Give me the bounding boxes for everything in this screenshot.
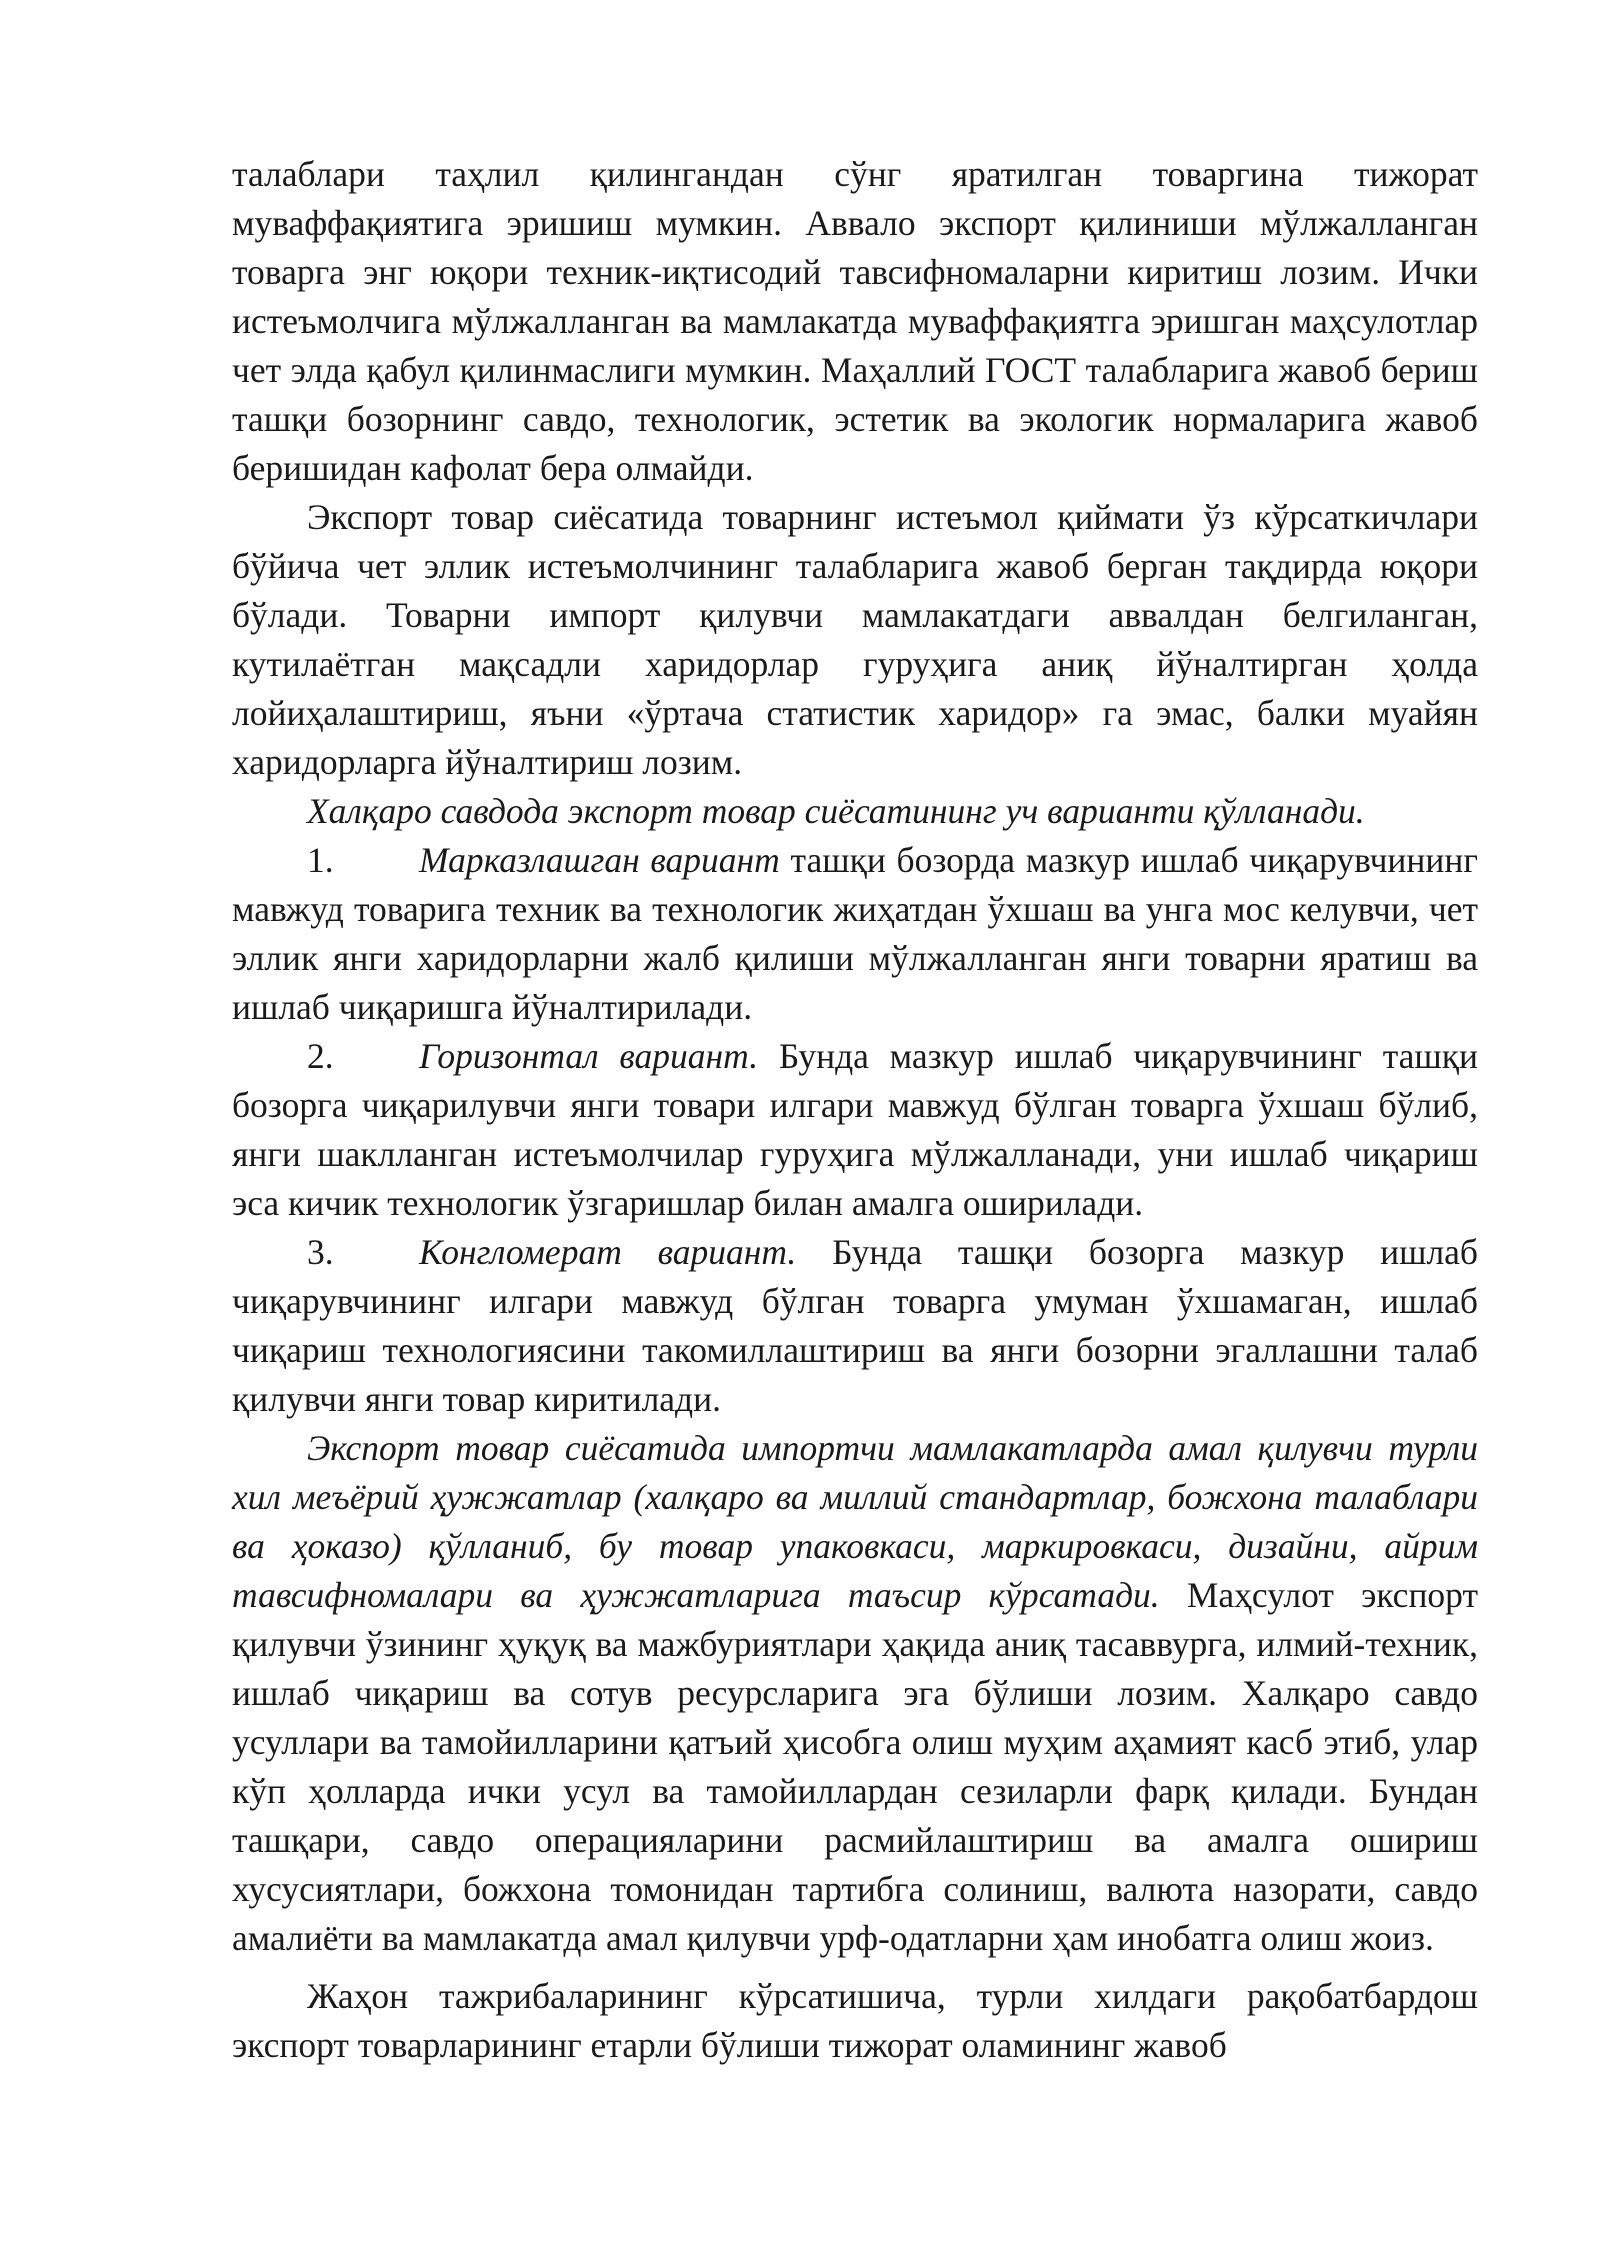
list-item-2 [232, 1032, 1478, 1228]
paragraph-4-text: Маҳсулот экспорт қилувчи ўзининг ҳуқуқ ва мажбуриятлари ҳақида аниқ тасаввурга, илмий-техник, ишлаб чиқариш ва сотув ресурсларига эга бўлиши лозим. Халқаро савдо усуллари ва тамойилларини қатъий ҳисобга олиш муҳим аҳамият касб этиб, улар кўп ҳолларда ички усул ва тамойиллардан сезиларли фарқ қилади. Бундан ташқари, савдо операцияларини расмийлаштириш ва амалга ошириш хусусиятлари, божхона томонидан тартибга солиниш, валюта назорати, савдо амалиёти ва мамлакатда амал қилувчи урф-одатларни ҳам инобатга олиш жоиз. [232, 1575, 1478, 1958]
document-page [232, 150, 1478, 2070]
paragraph-1: талаблари таҳлил қилингандан сўнг яратилган товаргина тижорат муваффақиятига эришиш мумкин. Аввало экспорт қилиниши мўлжалланган товарга энг юқори техник-иқтисодий тавсифномаларни киритиш лозим. Ички истеъмолчига мўлжалланган ва мамлакатда муваффақиятга эришган маҳсулотлар чет элда қабул қилинмаслиги мумкин. Маҳаллий ГОСТ талабларига жавоб бериш ташқи бозорнинг савдо, технологик, эстетик ва экологик нормаларига жавоб беришидан кафолат бера олмайди. [232, 154, 1478, 488]
paragraph-5: Жаҳон тажрибаларининг кўрсатишича, турли хилдаги рақобатбардош экспорт товарларининг етарли бўлиши тижорат оламининг жавоб [232, 1976, 1478, 2065]
list-item-1-number: 1. [307, 840, 334, 880]
list-item-2-title: Горизонтал вариант. [419, 1036, 759, 1076]
list-item-3-title: Конгломерат вариант. [419, 1232, 797, 1272]
list-item-3-text: Бунда ташқи бозорга мазкур ишлаб чиқарувчининг илгари мавжуд бўлган товарга умуман ўхшамаган, ишлаб чиқариш технологиясини такомиллаштириш ва янги бозорни эгаллашни талаб қилувчи янги товар киритилади. [232, 1232, 1478, 1419]
list-item-2-number: 2. [307, 1036, 334, 1076]
paragraph-3 [232, 787, 1478, 836]
paragraph-4-italic: Экспорт товар сиёсатида импортчи мамлакатларда амал қилувчи турли хил меъёрий ҳужжатлар (халқаро ва миллий стандартлар, божхона талаблари ва ҳоказо) қўлланиб, бу товар упаковкаси, маркировкаси, дизайни, айрим тавсифномалари ва ҳужжатларига таъсир кўрсатади. [232, 1428, 1478, 1615]
list-item-1-text: ташқи бозорда мазкур ишлаб чиқарувчининг мавжуд товарига техник ва технологик жиҳатдан ўхшаш ва унга мос келувчи, чет эллик янги харидорларни жалб қилиши мўлжалланган янги товарни яратиш ва ишлаб чиқаришга йўналтирилади. [232, 840, 1478, 1027]
list-item-1-title: Марказлашган вариант [419, 840, 780, 880]
list-item-1 [232, 836, 1478, 1032]
paragraph-2: Экспорт товар сиёсатида товарнинг истеъмол қиймати ўз кўрсаткичлари бўйича чет эллик истеъмолчининг талабларига жавоб берган тақдирда юқори бўлади. Товарни импорт қилувчи мамлакатдаги аввалдан белгиланган, кутилаётган мақсадли харидорлар гуруҳига аниқ йўналтирган ҳолда лойиҳалаштириш, яъни «ўртача статистик харидор» га эмас, балки муайян харидорларга йўналтириш лозим. [232, 497, 1478, 782]
paragraph-4 [232, 1424, 1478, 1963]
list-item-2-text: Бунда мазкур ишлаб чиқарувчининг ташқи бозорга чиқарилувчи янги товари илгари мавжуд бўлган товарга ўхшаш бўлиб, янги шаклланган истеъмолчилар гуруҳига мўлжалланади, уни ишлаб чиқариш эса кичик технологик ўзгаришлар билан амалга оширилади. [232, 1036, 1479, 1223]
paragraph-3-italic: Халқаро савдода экспорт товар сиёсатининг уч варианти қўлланади. [307, 791, 1365, 831]
list-item-3-number: 3. [307, 1232, 334, 1272]
list-item-3 [232, 1228, 1478, 1424]
